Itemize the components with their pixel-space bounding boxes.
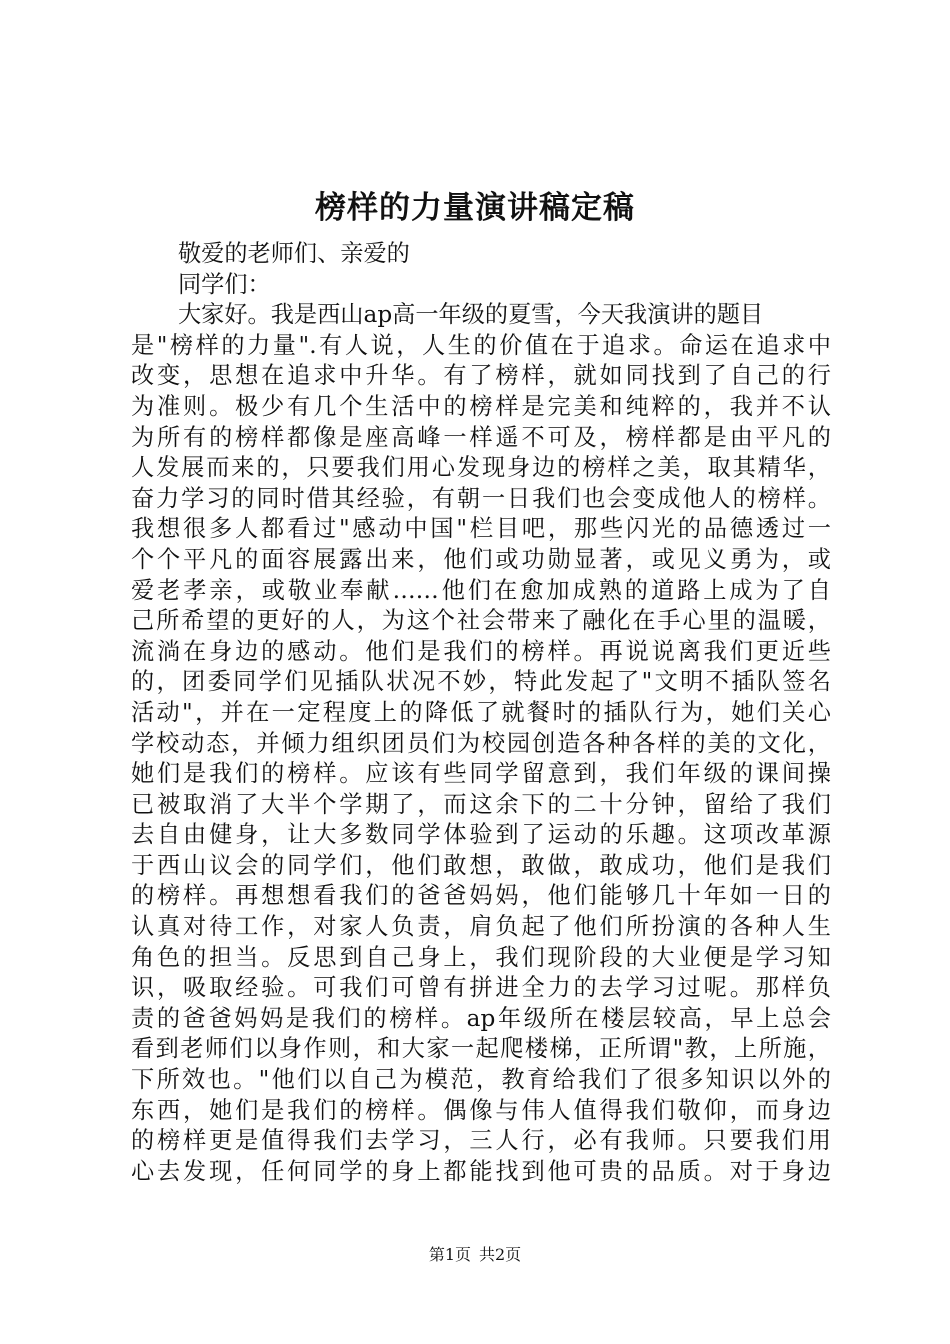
paragraph-line: 我想很多人都看过"感动中国"栏目吧，那些闪光的品德透过一 bbox=[131, 515, 831, 543]
paragraph-line: 识，吸取经验。可我们可曾有拼进全力的去学习过呢。那样负 bbox=[131, 974, 831, 1002]
paragraph-line: 去自由健身，让大多数同学体验到了运动的乐趣。这项改革源 bbox=[131, 821, 831, 849]
paragraph-line: 东西，她们是我们的榜样。偶像与伟人值得我们敬仰，而身边 bbox=[131, 1096, 831, 1124]
paragraph-line: 责的爸爸妈妈是我们的榜样。ap年级所在楼层较高，早上总会 bbox=[131, 1004, 831, 1032]
paragraph-line: 为所有的榜样都像是座高峰一样遥不可及，榜样都是由平凡的 bbox=[131, 423, 831, 451]
paragraph-line: 个个平凡的面容展露出来，他们或功勋显著，或见义勇为，或 bbox=[131, 545, 831, 573]
paragraph-line: 认真对待工作，对家人负责，肩负起了他们所扮演的各种人生 bbox=[131, 913, 831, 941]
greeting-line: 敬爱的老师们、亲爱的 bbox=[178, 240, 410, 267]
paragraph-line: 流淌在身边的感动。他们是我们的榜样。再说说离我们更近些 bbox=[131, 637, 831, 665]
page-footer bbox=[0, 1245, 950, 1265]
paragraph-line: 于西山议会的同学们，他们敢想，敢做，敢成功，他们是我们 bbox=[131, 851, 831, 879]
paragraph-line: 奋力学习的同时借其经验，有朝一日我们也会变成他人的榜样。 bbox=[131, 484, 831, 512]
paragraph-line: 爱老孝亲，或敬业奉献……他们在愈加成熟的道路上成为了自 bbox=[131, 576, 831, 604]
paragraph-line: 角色的担当。反思到自己身上，我们现阶段的大业便是学习知 bbox=[131, 943, 831, 971]
paragraph-line: 是"榜样的力量".有人说，人生的价值在于追求。命运在追求中 bbox=[131, 331, 831, 359]
paragraph-line: 改变，思想在追求中升华。有了榜样，就如同找到了自己的行 bbox=[131, 362, 831, 390]
greeting-line: 同学们： bbox=[178, 270, 271, 298]
paragraph-line: 活动"，并在一定程度上的降低了就餐时的插队行为，她们关心 bbox=[131, 698, 831, 726]
paragraph-line: 大家好。我是西山ap高一年级的夏雪，今天我演讲的题目 bbox=[178, 301, 764, 329]
page-total: 共2页 bbox=[479, 1245, 522, 1264]
paragraph-line: 看到老师们以身作则，和大家一起爬楼梯，正所谓"教，上所施， bbox=[131, 1035, 831, 1063]
paragraph-line: 心去发现，任何同学的身上都能找到他可贵的品质。对于身边 bbox=[131, 1157, 831, 1185]
paragraph-line: 的，团委同学们见插队状况不妙，特此发起了"文明不插队签名 bbox=[131, 668, 831, 696]
page-title: 榜样的力量演讲稿定稿 bbox=[315, 190, 635, 226]
paragraph-line: 已被取消了大半个学期了，而这余下的二十分钟，留给了我们 bbox=[131, 790, 831, 818]
paragraph-line: 为准则。极少有几个生活中的榜样是完美和纯粹的，我并不认 bbox=[131, 392, 831, 420]
paragraph-line: 下所效也。"他们以自己为模范，教育给我们了很多知识以外的 bbox=[131, 1066, 831, 1094]
document-body bbox=[131, 239, 831, 1187]
page-number: 第1页 bbox=[428, 1245, 471, 1264]
paragraph-line: 己所希望的更好的人，为这个社会带来了融化在手心里的温暖， bbox=[131, 607, 831, 635]
paragraph-line: 人发展而来的，只要我们用心发现身边的榜样之美，取其精华， bbox=[131, 454, 831, 482]
paragraph-line: 学校动态，并倾力组织团员们为校园创造各种各样的美的文化， bbox=[131, 729, 831, 757]
paragraph-line: 的榜样。再想想看我们的爸爸妈妈，他们能够几十年如一日的 bbox=[131, 882, 831, 910]
paragraph-line: 的榜样更是值得我们去学习，三人行，必有我师。只要我们用 bbox=[131, 1127, 831, 1155]
paragraph-line: 她们是我们的榜样。应该有些同学留意到，我们年级的课间操 bbox=[131, 760, 831, 788]
